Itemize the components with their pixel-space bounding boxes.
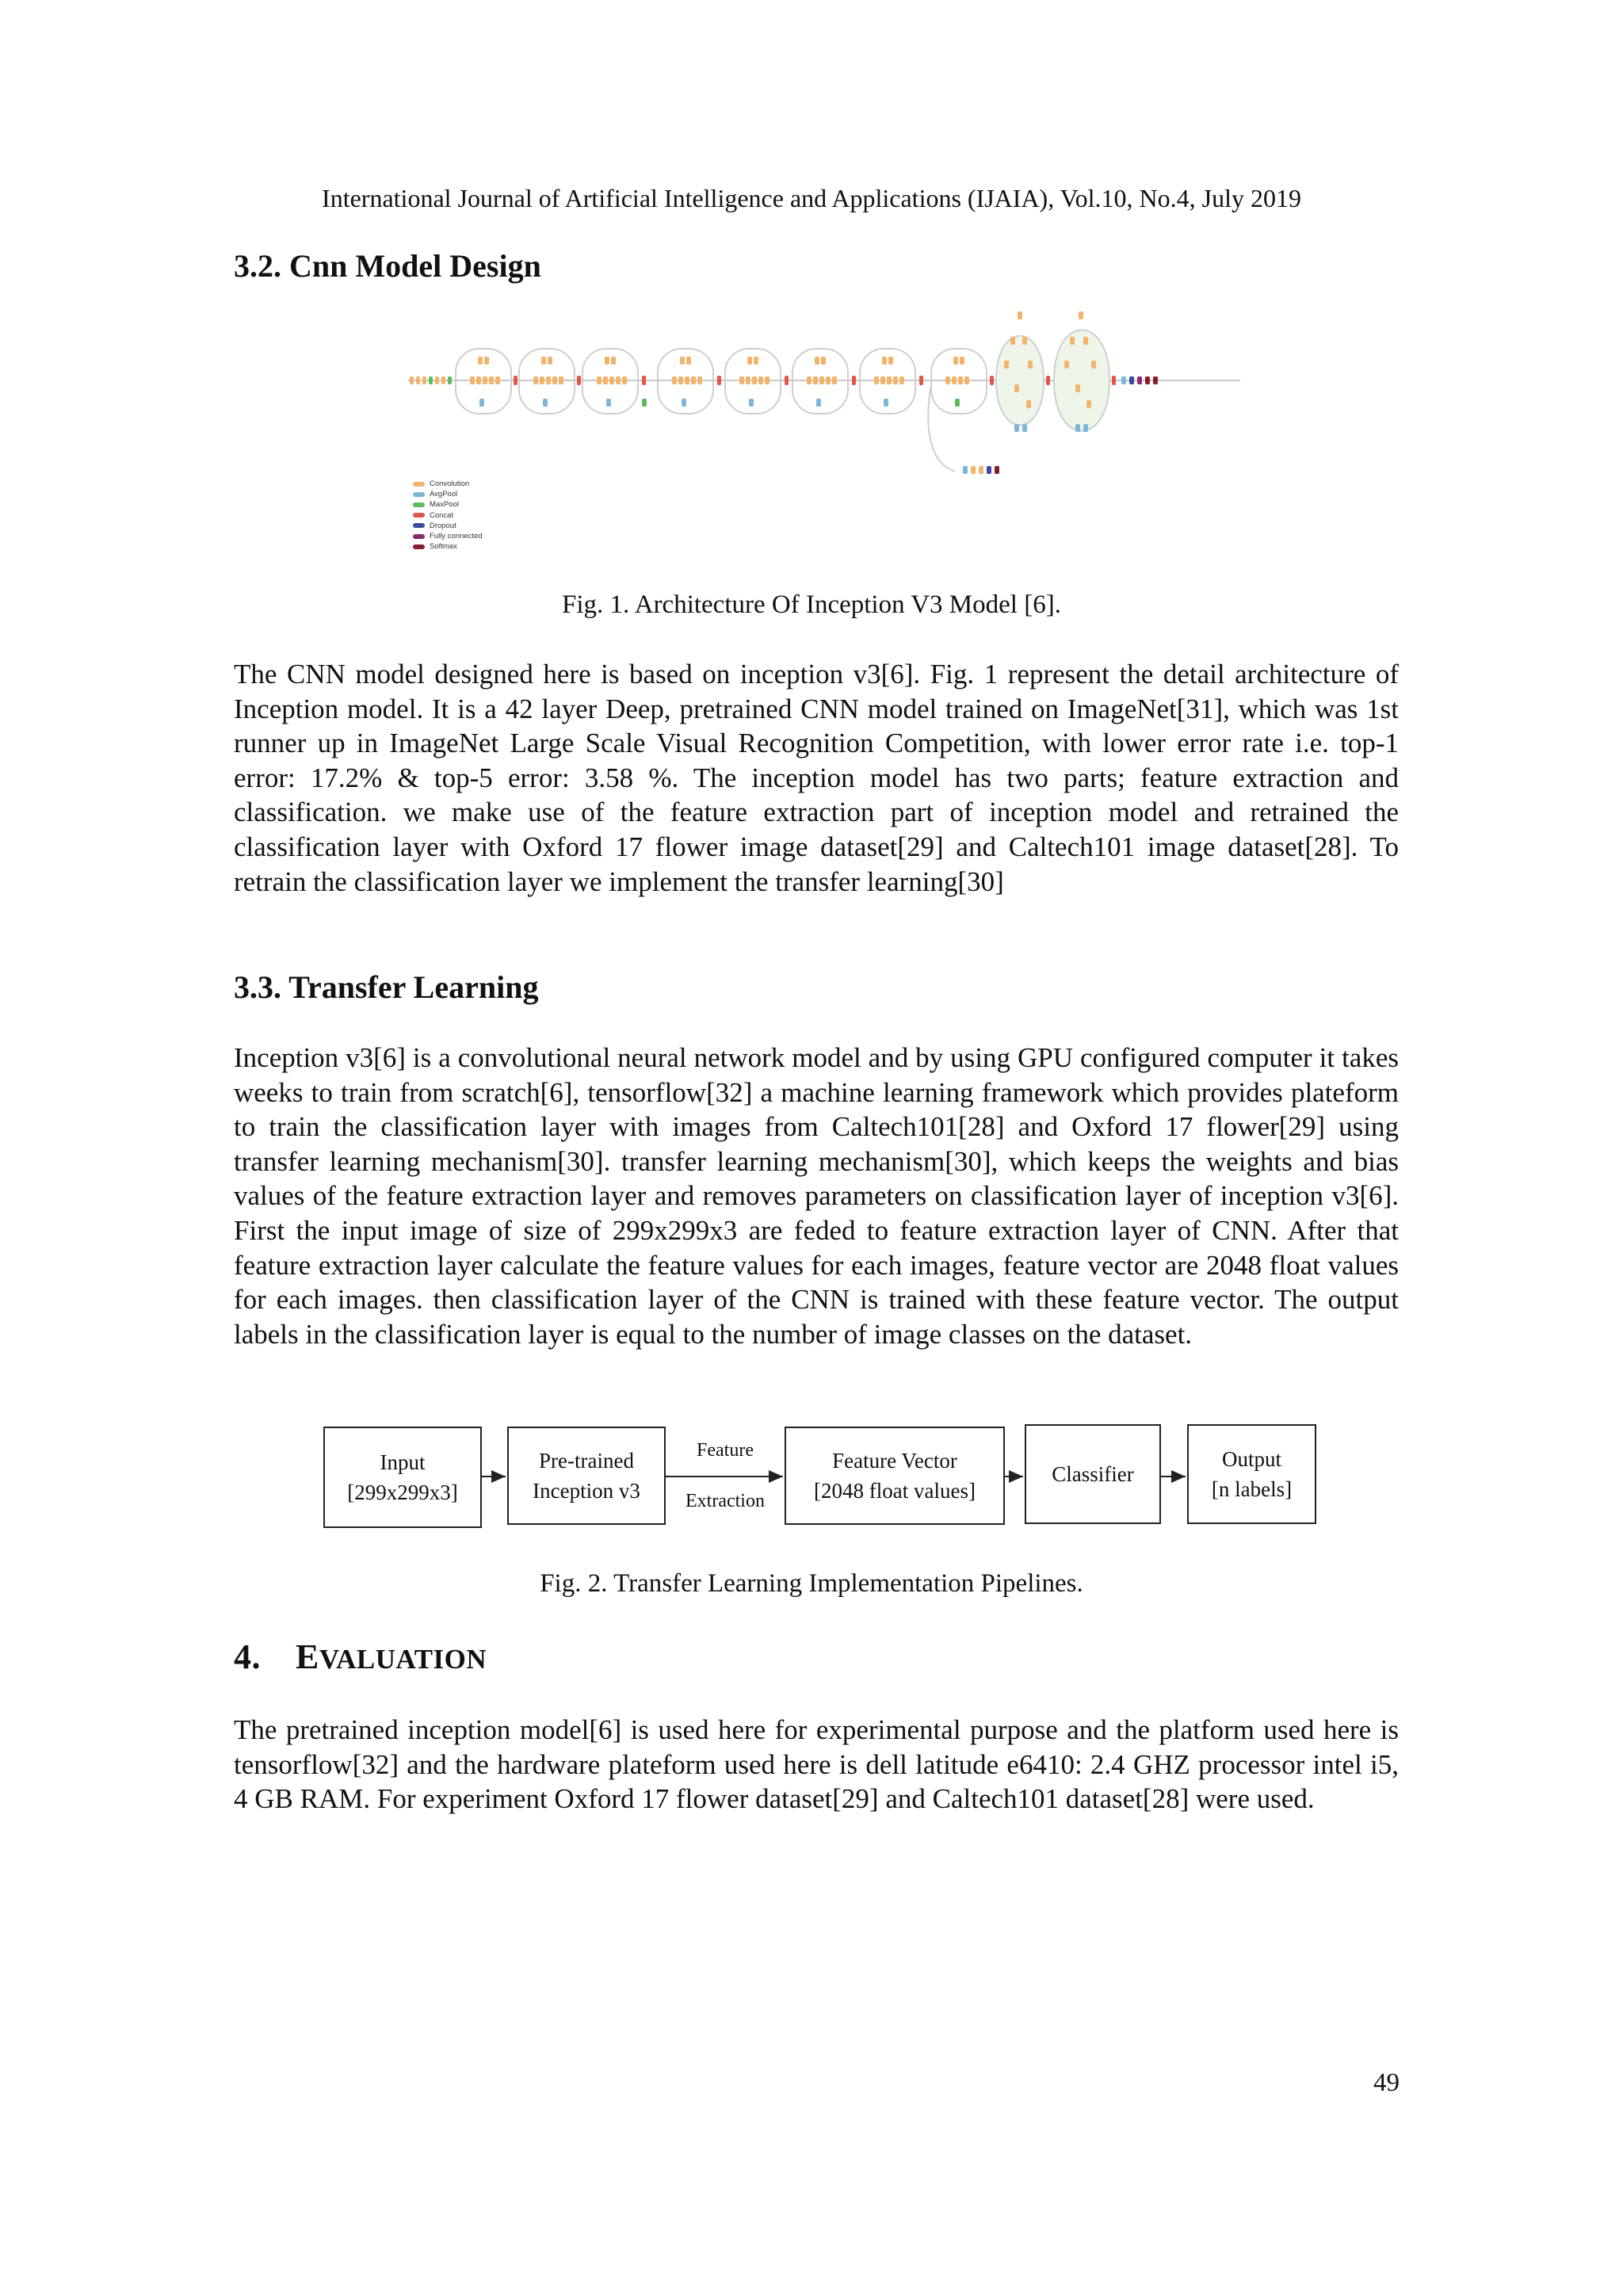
section-4-title-initial: E [296,1637,319,1676]
pipeline-classifier-label: Classifier [1052,1462,1134,1486]
legend-swatch [413,492,425,497]
legend-item [413,521,483,531]
running-head: International Journal of Artificial Intelligence and Applications (IJAIA), Vol.10, No.4, July 2019 [322,184,1301,212]
pipeline-output-size: [n labels] [1211,1477,1293,1501]
transfer-learning-pipeline [323,1423,1320,1534]
pipeline-output-label: Output [1221,1447,1281,1471]
legend-swatch [413,534,425,539]
section-3-2-paragraph: The CNN model designed here is based on inception v3[6]. Fig. 1 represent the detail architecture of Inception model. It is a 42 layer Deep, pretrained CNN model trained on ImageNet[31], which was 1st runner up in ImageNet Large Scale Visual Recognition Competition, with lower error rate i.e. top-1 error: 17.2% & top-5 error: 3.58 %. The inception model has two parts; feature extraction and classification. we make use of the feature extraction part of inception model and retrained the classification layer with Oxford 17 flower image dataset[29] and Caltech101 image dataset[28]. To retrain the classification layer we implement the transfer learning[30] [234,659,1399,897]
legend-label: Dropout [430,521,456,530]
legend-label: Concat [430,510,454,520]
legend-item [413,489,483,499]
pipeline-input-size: [299x299x3] [347,1480,458,1504]
legend-label: MaxPool [430,500,459,510]
section-3-3-heading: 3.3. Transfer Learning [234,969,539,1005]
pipeline-input-label: Input [380,1450,426,1474]
legend-item [413,541,483,552]
section-4-number: 4. [234,1637,261,1676]
legend-swatch [413,502,425,507]
legend-item [413,531,483,541]
legend-label: Convolution [430,479,470,488]
pipeline-feature-vector-label: Feature Vector [832,1449,957,1473]
pipeline-arrow-label-top: Feature [697,1440,754,1461]
page-number: 49 [1373,2069,1400,2097]
legend-swatch [413,482,425,487]
figure-2-caption: Fig. 2. Transfer Learning Implementation Pipelines. [540,1569,1083,1598]
legend-item [413,510,483,521]
architecture-legend [413,479,483,552]
legend-swatch [413,513,425,518]
pipeline-feature-vector-size: [2048 float values] [814,1479,976,1503]
figure-1-caption: Fig. 1. Architecture Of Inception V3 Model [6]. [562,590,1061,619]
pipeline-arrows [323,1423,1320,1534]
section-3-3-paragraph: Inception v3[6] is a convolutional neural network model and by using GPU configured computer it takes weeks to train from scratch[6], tensorflow[32] a machine learning framework which provides plateform to train the classification layer with images from Caltech101[28] and Oxford 17 flower[29] using transfer learning mechanism[30]. transfer learning mechanism[30], which keeps the weights and bias values of the feature extraction layer and removes parameters on classification layer of inception v3[6]. First the input image of size of 299x299x3 are feded to feature extraction layer of CNN. After that feature extraction layer calculate the feature values for each images, feature vector are 2048 float values for each images. then classification layer of the CNN is trained with these feature vector. The output labels in the classification layer is equal to the number of image classes on the dataset. [234,1042,1399,1350]
section-3-2-heading: 3.2. Cnn Model Design [234,248,541,284]
pipeline-pretrained-label: Pre-trained [539,1449,634,1473]
pipeline-pretrained-model: Inception v3 [533,1479,640,1503]
legend-swatch [413,523,425,528]
legend-item [413,499,483,510]
legend-label: Fully connected [430,531,483,541]
legend-label: Softmax [430,542,457,552]
inception-v3-architecture-diagram [400,305,1256,487]
section-4-paragraph: The pretrained inception model[6] is used here for experimental purpose and the platform used here is tensorflow[32] and the hardware plateform used here is dell latitude e6410: 2.4 GHZ processor intel i5, 4 GB RAM. For experiment Oxford 17 flower dataset[29] and Caltech101 dataset[28] were used. [234,1714,1399,1815]
section-4-title-rest: VALUATION [319,1644,487,1675]
legend-label: AvgPool [430,490,458,499]
section-4-heading [234,1637,487,1677]
legend-item [413,479,483,489]
pipeline-arrow-label-bottom: Extraction [685,1491,765,1511]
legend-swatch [413,544,425,549]
